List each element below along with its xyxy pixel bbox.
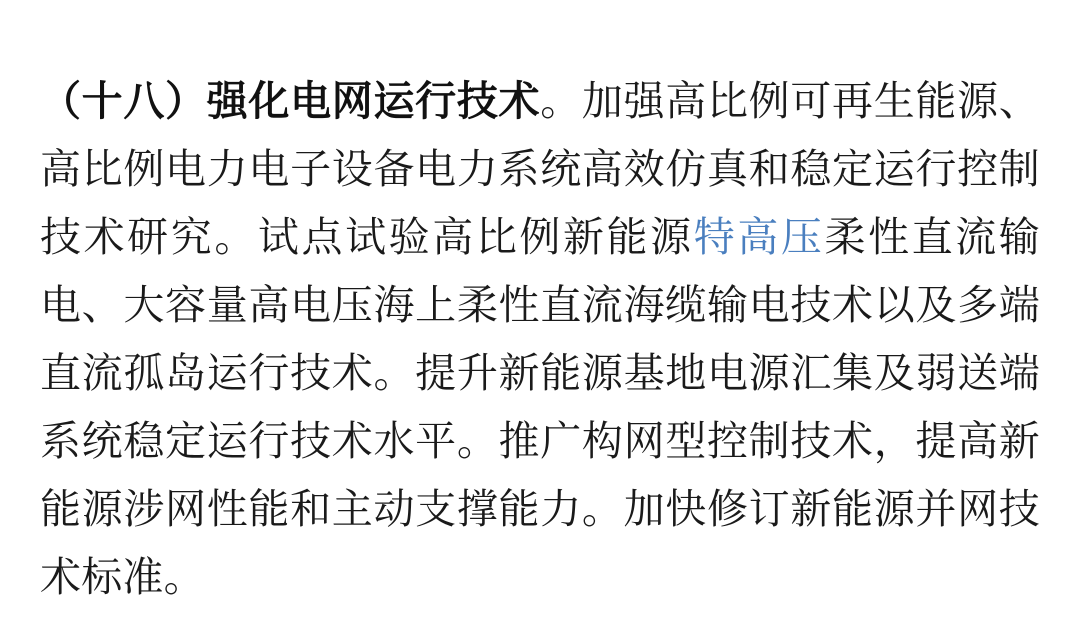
body-text-run-2: 柔性直流输电、大容量高电压海上柔性直流海缆输电技术以及多端直流孤岛运行技术。提升新能源基地电源汇集及弱送端系统稳定运行技术水平。推广构网型控制技术，提高新能源涉网性能和主动支撑能力。加快修订新能源并网技术标准。 (40, 214, 1041, 601)
inline-link-uhv[interactable]: 特高压 (693, 214, 825, 261)
body-paragraph (40, 67, 1040, 611)
section-heading-run: （十八）强化电网运行技术 (40, 78, 541, 124)
body-text-run-1: 。加强高比例可再生能源、高比例电力电子设备电力系统高效仿真和稳定运行控制技术研究。试点试验高比例新能源 (40, 78, 1040, 261)
